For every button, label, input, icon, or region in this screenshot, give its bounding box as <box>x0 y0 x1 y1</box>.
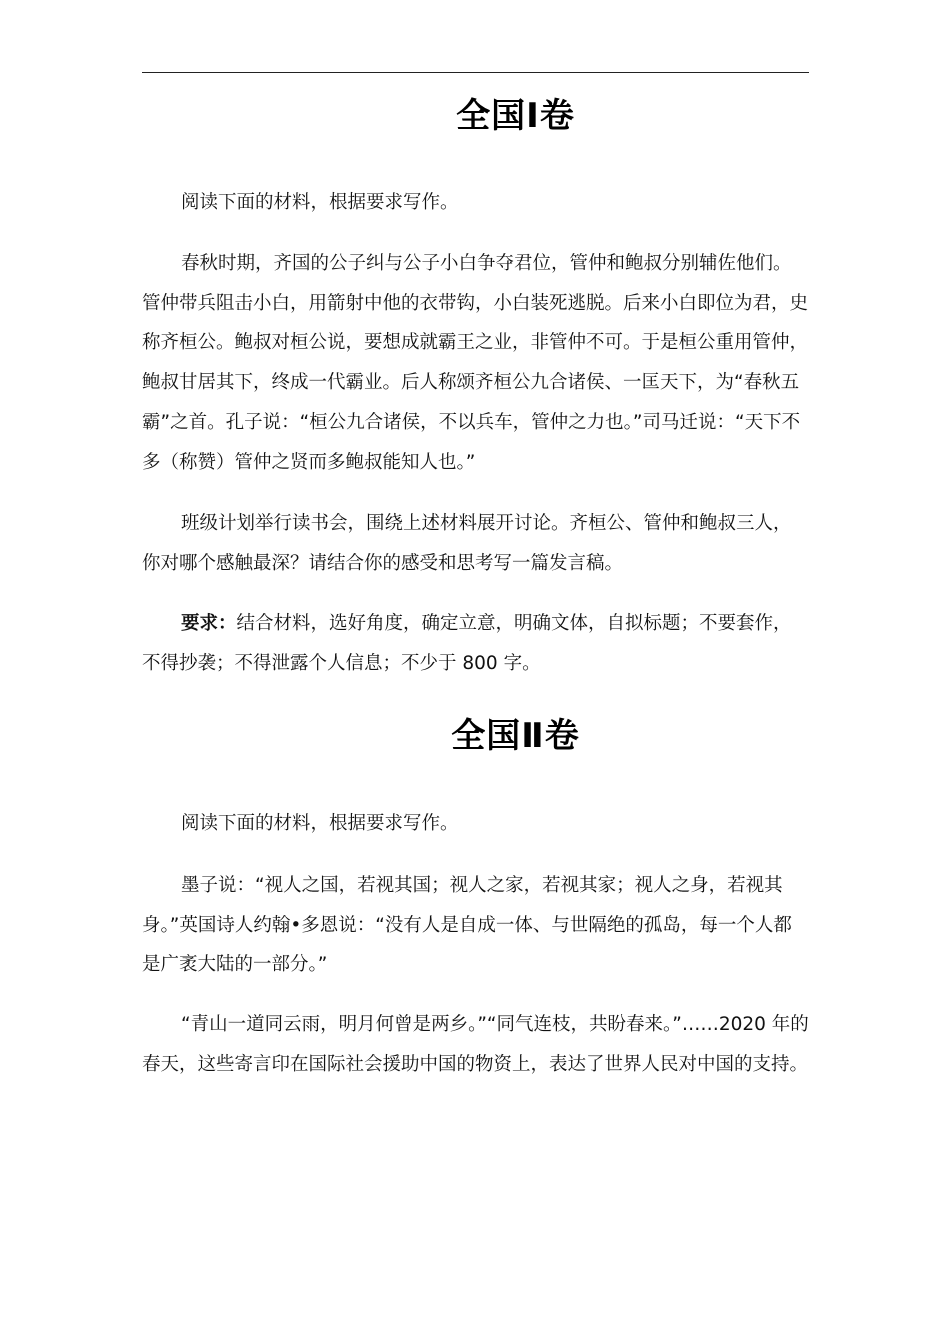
section-2-instruction: 阅读下面的材料，根据要求写作。 <box>181 813 459 834</box>
section-2-title: 全国Ⅱ卷 <box>451 716 580 756</box>
section-1-requirement <box>142 604 809 683</box>
section-1-task: 班级计划举行读书会，围绕上述材料展开讨论。齐桓公、管仲和鲍叔三人，你对哪个感触最深？请结合你的感受和思考写一篇发言稿。 <box>142 513 792 574</box>
requirement-text: 结合材料，选好角度，确定立意，明确文体，自拟标题；不要套作，不得抄袭；不得泄露个人信息；不少于 800 字。 <box>142 613 792 674</box>
section-2-material-2: “青山一道同云雨，明月何曾是两乡。”“同气连枝，共盼春来。”……2020 年的春天，这些寄言印在国际社会援助中国的物资上，表达了世界人民对中国的支持。 <box>142 1014 809 1075</box>
header-rule <box>142 72 809 73</box>
requirement-label: 要求： <box>181 613 237 634</box>
section-2-material-1: 墨子说：“视人之国，若视其国；视人之家，若视其家；视人之身，若视其身。”英国诗人约翰•多恩说：“没有人是自成一体、与世隔绝的孤岛，每一个人都是广袤大陆的一部分。” <box>142 875 792 976</box>
section-1-instruction: 阅读下面的材料，根据要求写作。 <box>181 192 459 213</box>
section-1-title: 全国Ⅰ卷 <box>456 96 575 136</box>
section-1-material: 春秋时期，齐国的公子纠与公子小白争夺君位，管仲和鲍叔分别辅佐他们。管仲带兵阻击小白，用箭射中他的衣带钩，小白装死逃脱。后来小白即位为君，史称齐桓公。鲍叔对桓公说，要想成就霸王之业，非管仲不可。于是桓公重用管仲，鲍叔甘居其下，终成一代霸业。后人称颂齐桓公九合诸侯、一匡天下，为“春秋五霸”之首。孔子说：“桓公九合诸侯，不以兵车，管仲之力也。”司马迁说：“天下不多（称赞）管仲之贤而多鲍叔能知人也。” <box>142 253 809 473</box>
